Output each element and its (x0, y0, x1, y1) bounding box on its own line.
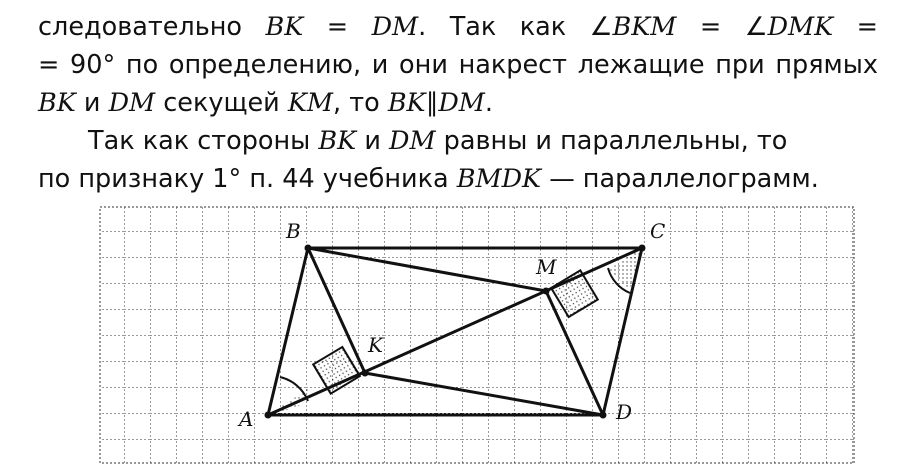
math-segment-bk: BK (38, 88, 76, 118)
text: , то (333, 88, 388, 118)
vertex-d (600, 412, 607, 419)
math-segment-dm: DM (389, 126, 436, 156)
text: следовательно (38, 12, 266, 42)
math-segment-dm: DM (438, 88, 485, 118)
text: = (303, 12, 372, 42)
paragraph1-line1 (38, 8, 878, 46)
text: и (356, 126, 390, 156)
vertex-a (265, 412, 272, 419)
paragraph1-line2 (38, 46, 878, 84)
math-segment-km: KM (287, 88, 334, 118)
paragraph1-line3 (38, 84, 878, 122)
text: . Так как ∠ (418, 12, 613, 42)
label-m: M (536, 255, 557, 279)
vertex-c (639, 245, 646, 252)
label-d: D (616, 400, 633, 424)
math-segment-bk: BK (318, 126, 357, 156)
text: и (75, 88, 109, 118)
text: — параллелограмм. (541, 164, 819, 194)
point-k (362, 370, 369, 377)
math-angle-dmk: DMK (767, 12, 834, 42)
paragraph2-line2 (38, 160, 878, 198)
math-segment-dm: DM (108, 88, 156, 118)
label-k: K (368, 333, 383, 357)
math-quadrilateral-bmdk: BMDK (456, 164, 542, 194)
point-m (543, 288, 550, 295)
vertex-b (305, 245, 312, 252)
geometry-figure (98, 205, 858, 467)
text: = (833, 12, 878, 42)
label-c: C (650, 219, 666, 243)
text-block (38, 8, 878, 198)
math-angle-bkm: BKM (612, 12, 677, 42)
text: = 90° по определению, и они накрест лежащие при прямых (38, 50, 878, 80)
label-a: A (239, 407, 254, 431)
text: Так как стороны (88, 126, 319, 156)
math-segment-bk: BK (387, 88, 426, 118)
text: по признаку 1° п. 44 учебника (38, 164, 457, 194)
math-segment-dm: DM (371, 12, 419, 42)
text: секущей (155, 88, 288, 118)
grid-background (100, 207, 854, 463)
text: . (484, 88, 494, 118)
text: равны и параллельны, то (435, 126, 788, 156)
paragraph2-line1 (38, 122, 878, 160)
text: = ∠ (676, 12, 768, 42)
label-b: B (286, 219, 301, 243)
math-segment-bk: BK (265, 12, 304, 42)
parallel-symbol: ∥ (425, 88, 439, 118)
